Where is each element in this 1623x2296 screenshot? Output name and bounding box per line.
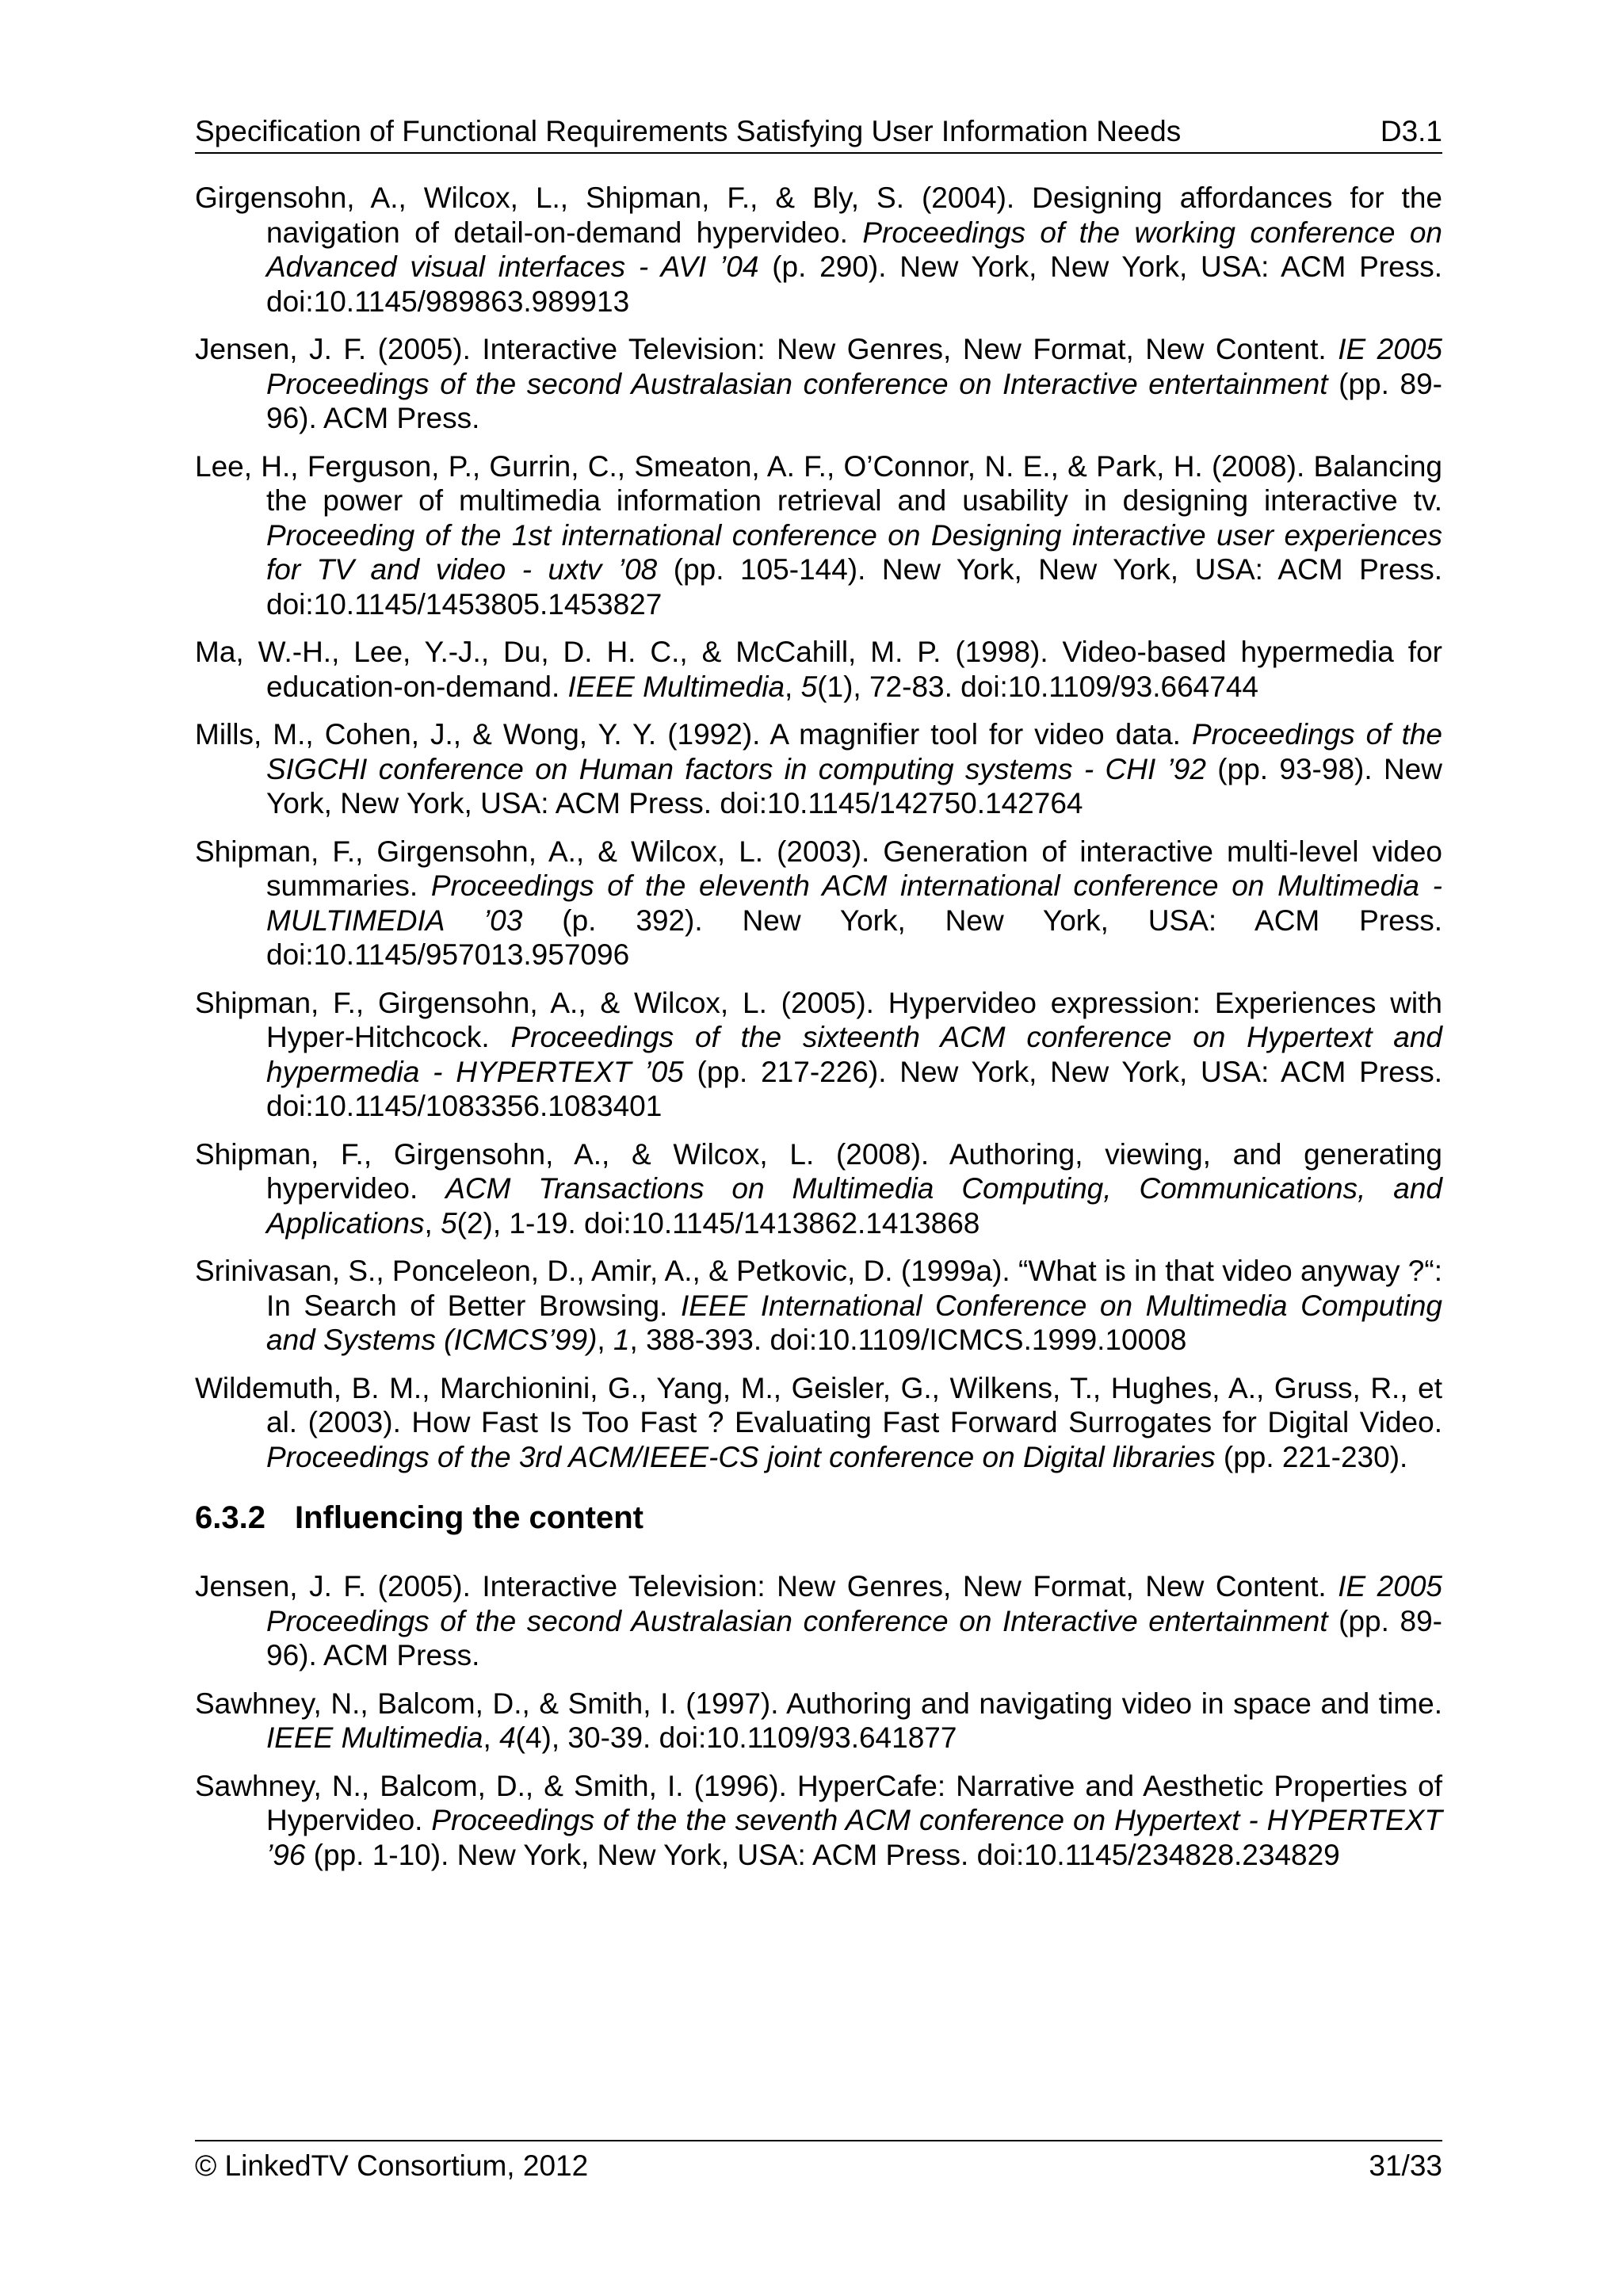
reference-text: , [483, 1721, 500, 1754]
reference-text: Ma, W.-H., Lee, Y.-J., Du, D. H. C., & McCahill, M. P. (1998). Video-based hypermedia for education-on-demand. [195, 636, 1442, 703]
reference-italic-text: IEEE International Conference on Multimedia Computing and Systems (ICMCS’99) [266, 1289, 1443, 1356]
header-doc-id: D3.1 [1380, 115, 1442, 147]
reference-text: Girgensohn, A., Wilcox, L., Shipman, F., & Bly, S. (2004). Designing affordances for the navigation of detail-on-demand hypervideo. [195, 181, 1442, 249]
reference-entry [195, 835, 1442, 972]
reference-italic-text: Proceedings of the sixteenth ACM conference on Hypertext and hypermedia - HYPERTEXT ’05 [266, 1021, 1442, 1088]
reference-text: (pp. 1-10). New York, New York, USA: ACM Press. doi:10.1145/234828.234829 [305, 1838, 1340, 1871]
reference-text: Mills, M., Cohen, J., & Wong, Y. Y. (1992). A magnifier tool for video data. [195, 718, 1192, 751]
reference-italic-text: IE 2005 Proceedings of the second Australasian conference on Interactive entertainment [266, 1570, 1442, 1637]
reference-text: Sawhney, N., Balcom, D., & Smith, I. (1996). HyperCafe: Narrative and Aesthetic Properties of Hypervideo. [195, 1769, 1442, 1836]
reference-italic-text: IE 2005 Proceedings of the second Australasian conference on Interactive entertainment [266, 333, 1442, 400]
reference-text: , [597, 1324, 613, 1356]
reference-text: Srinivasan, S., Ponceleon, D., Amir, A., & Petkovic, D. (1999a). “What is in that video anyway ?“: In Search of Better Browsing. [195, 1255, 1442, 1322]
reference-italic-text: ACM Transactions on Multimedia Computing, Communications, and Applications [266, 1172, 1442, 1240]
section-heading [195, 1498, 1442, 1538]
reference-text: Shipman, F., Girgensohn, A., & Wilcox, L. (2003). Generation of interactive multi-level video summaries. [195, 835, 1442, 902]
section-number: 6.3.2 [195, 1500, 265, 1535]
reference-text: Shipman, F., Girgensohn, A., & Wilcox, L. (2005). Hypervideo expression: Experiences with Hyper-Hitchcock. [195, 986, 1442, 1053]
reference-entry [195, 1769, 1442, 1873]
reference-italic-text: Proceedings of the working conference on Advanced visual interfaces - AVI ’04 [266, 216, 1442, 283]
page-footer [195, 2140, 1442, 2191]
reference-italic-text: Proceedings of the 3rd ACM/IEEE-CS joint conference on Digital libraries [266, 1440, 1216, 1473]
reference-text: (p. 290). New York, New York, USA: ACM Press. doi:10.1145/989863.989913 [266, 250, 1442, 318]
reference-text: Sawhney, N., Balcom, D., & Smith, I. (1997). Authoring and navigating video in space and time. [195, 1687, 1442, 1720]
reference-text: (pp. 105-144). New York, New York, USA: ACM Press. doi:10.1145/1453805.1453827 [266, 553, 1442, 621]
reference-text: (pp. 89-96). ACM Press. [266, 367, 1442, 434]
reference-list [195, 1569, 1442, 1872]
reference-entry [195, 1371, 1442, 1475]
reference-text: , 388-393. doi:10.1109/ICMCS.1999.10008 [629, 1324, 1187, 1356]
reference-entry [195, 1137, 1442, 1241]
page-header [195, 111, 1442, 154]
reference-text: (p. 392). New York, New York, USA: ACM Press. doi:10.1145/957013.957096 [266, 904, 1443, 971]
reference-entry [195, 1569, 1442, 1673]
reference-text: (1), 72-83. doi:10.1109/93.664744 [817, 670, 1258, 703]
reference-italic-text: Proceedings of the SIGCHI conference on Human factors in computing systems - CHI ’92 [266, 718, 1442, 785]
reference-text: (2), 1-19. doi:10.1145/1413862.1413868 [456, 1206, 980, 1240]
reference-italic-text: IEEE Multimedia [266, 1721, 483, 1754]
reference-italic-text: Proceeding of the 1st international conference on Designing interactive user experiences for TV and video - uxtv ’08 [266, 518, 1442, 586]
reference-entry [195, 986, 1442, 1124]
reference-entry [195, 181, 1442, 319]
reference-italic-text: IEEE Multimedia [567, 670, 785, 703]
reference-italic-text: Proceedings of the the seventh ACM conference on Hypertext - HYPERTEXT ’96 [266, 1804, 1442, 1871]
reference-text: (pp. 93-98). New York, New York, USA: ACM Press. doi:10.1145/142750.142764 [266, 752, 1442, 819]
reference-italic-text: Proceedings of the eleventh ACM international conference on Multimedia - MULTIMEDIA ’03 [266, 869, 1442, 937]
footer-copyright: © LinkedTV Consortium, 2012 [195, 2149, 589, 2182]
reference-entry [195, 332, 1442, 436]
reference-text: Lee, H., Ferguson, P., Gurrin, C., Smeaton, A. F., O’Connor, N. E., & Park, H. (2008). Balancing the power of multimedia information retrieval and usability in designing interactive tv. [195, 449, 1442, 517]
reference-entry [195, 635, 1442, 704]
reference-entry [195, 1254, 1442, 1358]
reference-italic-text: 5 [800, 670, 818, 703]
document-page [195, 111, 1442, 2187]
reference-text: , [424, 1206, 441, 1240]
reference-text: (pp. 217-226). New York, New York, USA: ACM Press. doi:10.1145/1083356.1083401 [266, 1055, 1443, 1122]
reference-text: (4), 30-39. doi:10.1109/93.641877 [515, 1721, 957, 1754]
references-content [195, 181, 1442, 1885]
footer-page-number: 31/33 [1369, 2149, 1442, 2182]
section-title: Influencing the content [295, 1500, 643, 1535]
reference-italic-text: 5 [441, 1206, 457, 1240]
reference-text: , [785, 670, 801, 703]
reference-text: Shipman, F., Girgensohn, A., & Wilcox, L. (2008). Authoring, viewing, and generating hypervideo. [195, 1137, 1442, 1205]
reference-text: Wildemuth, B. M., Marchionini, G., Yang, M., Geisler, G., Wilkens, T., Hughes, A., Gruss, R., et al. (2003). How Fast Is Too Fast ? Evaluating Fast Forward Surrogates for Digital Video. [195, 1371, 1442, 1438]
reference-list [195, 181, 1442, 1474]
reference-text: (pp. 89-96). ACM Press. [266, 1604, 1442, 1671]
reference-text: Jensen, J. F. (2005). Interactive Television: New Genres, New Format, New Content. [195, 333, 1338, 365]
reference-entry [195, 449, 1442, 622]
header-title: Specification of Functional Requirements Satisfying User Information Needs [195, 115, 1182, 147]
reference-text: (pp. 221-230). [1215, 1440, 1408, 1473]
reference-entry [195, 1687, 1442, 1755]
reference-italic-text: 4 [499, 1721, 516, 1754]
reference-italic-text: 1 [613, 1324, 630, 1356]
reference-text: Jensen, J. F. (2005). Interactive Television: New Genres, New Format, New Content. [195, 1570, 1338, 1603]
reference-entry [195, 717, 1442, 821]
